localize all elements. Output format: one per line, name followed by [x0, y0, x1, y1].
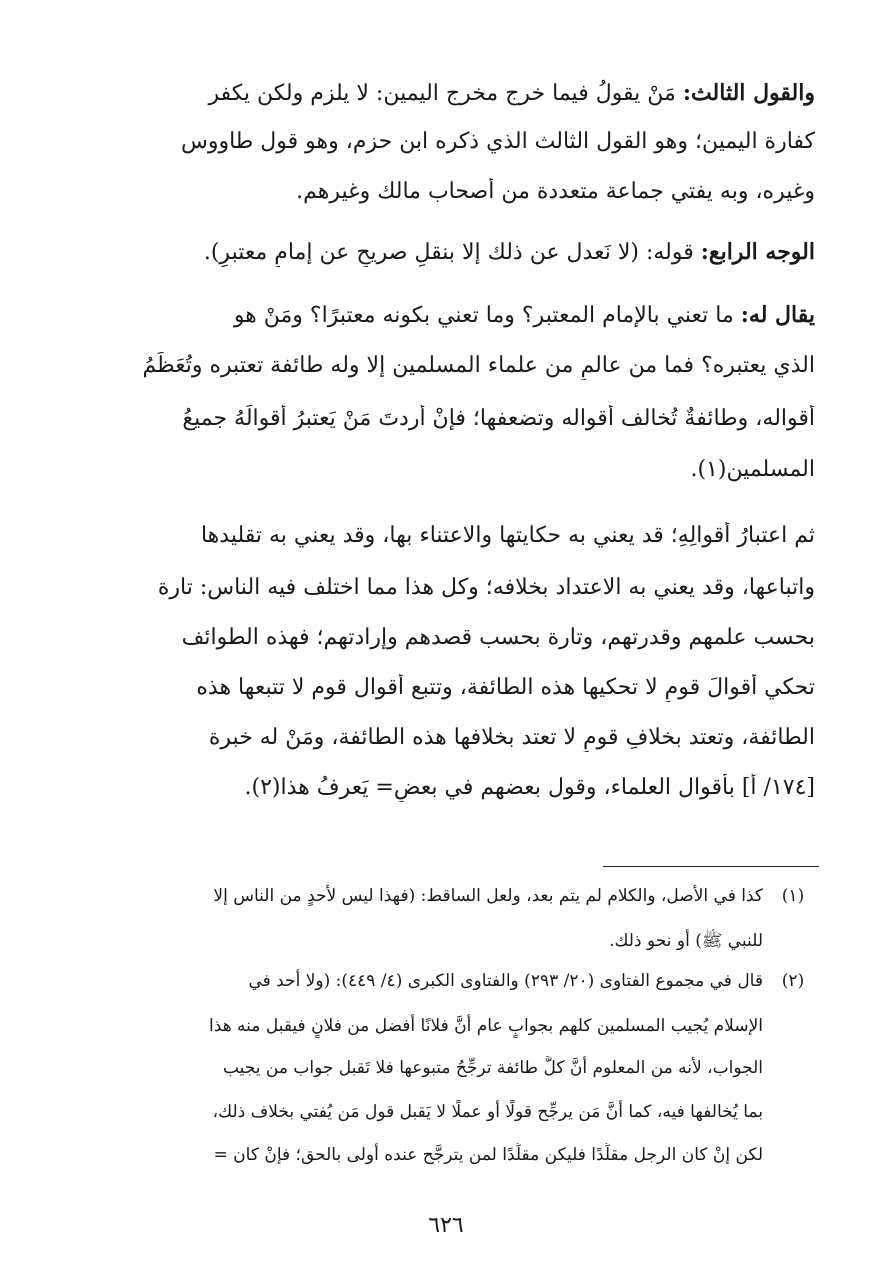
line-text: الطائفة، وتعتد بخلافِ قومٍ لا تعتد بخلافها هذه الطائفة، ومَنْ له خبرة	[208, 725, 815, 750]
line-text: واتباعها، وقد يعني به الاعتداد بخلافه؛ وكل هذا مما اختلف فيه الناس: تارة	[157, 575, 815, 600]
footnote-number: (١)	[781, 886, 805, 906]
text-line	[75, 674, 815, 702]
footnote-line: الجواب، لأنه من المعلوم أنَّ كلَّ طائفة ترجِّحُ متبوعها فلا تَقبل جواب من يجيب	[222, 1058, 763, 1078]
text-line	[75, 178, 815, 206]
page-number: ٦٢٦	[428, 1213, 464, 1238]
text-line	[75, 405, 815, 433]
line-text: [١٧٤/ أ] بأقوال العلماء، وقول بعضهم في بعضٍ= يَعرفُ هذا(٢).	[244, 775, 815, 800]
line-text: ثم اعتبارُ أقوالِهِ؛ قد يعني به حكايتها والاعتناء بها، وقد يعني به تقليدها	[200, 523, 815, 548]
section-heading: الوجه الرابع:	[700, 239, 815, 265]
line-text: بحسب علمهم وقدرتهم، وتارة بحسب قصدهم وإرادتهم؛ فهذه الطوائف	[181, 625, 815, 650]
line-text: أقواله، وطائفةٌ تُخالف أقواله وتضعفها؛ فإنْ أَردتَ مَنْ يَعتبرُ أقوالَهُ جميعُ	[182, 406, 815, 431]
line-text: كفارة اليمين؛ وهو القول الثالث الذي ذكره ابن حزم، وهو قول طاووس	[180, 129, 815, 154]
footnote-separator	[603, 866, 819, 867]
footnote-number: (٢)	[781, 971, 805, 991]
section-heading: يقال له:	[740, 302, 815, 328]
text-line	[75, 624, 815, 652]
text-line	[75, 238, 815, 267]
text-line	[75, 724, 815, 752]
footnote-line: قال في مجموع الفتاوى (٢٠/ ٢٩٣) والفتاوى الكبرى (٤/ ٤٤٩): (ولا أحد في	[248, 971, 763, 991]
text-line	[75, 301, 815, 330]
text-line	[75, 522, 815, 550]
footnote-line: الإسلام يُجيب المسلمين كلهم بجوابٍ عام أنَّ فلانًا أفضل من فلانٍ فيقبل منه هذا	[209, 1016, 763, 1036]
line-text: المسلمين(١).	[690, 457, 815, 482]
line-text: قوله: (لا نَعدل عن ذلك إلا بنقلٍ صريحٍ عن إمامٍ معتبرٍ).	[203, 240, 701, 265]
text-line	[75, 352, 815, 380]
line-text: تحكي أقوالَ قومٍ لا تحكيها هذه الطائفة، وتتبع أقوال قوم لا تتبعها هذه	[196, 675, 815, 700]
text-line	[75, 774, 815, 802]
line-text: مَنْ يقولُ فيما خرج مخرج اليمين: لا يلزم ولكن يكفر	[208, 81, 683, 106]
text-line	[75, 456, 815, 484]
line-text: الذي يعتبره؟ فما من عالمٍ من علماء المسلمين إلا وله طائفة تعتبره وتُعَظِّمُ	[142, 353, 815, 378]
footnote-line: للنبي ﷺ) أو نحو ذلك.	[609, 931, 763, 951]
line-text: ما تعني بالإمام المعتبر؟ وما تعني بكونه معتبرًا؟ ومَنْ هو	[233, 303, 741, 328]
text-line	[75, 79, 815, 108]
section-heading: والقول الثالث:	[682, 80, 815, 106]
text-line	[75, 574, 815, 602]
footnote-line: لكن إنْ كان الرجل مقلِّدًا فليكن مقلِّدًا لمن يترجَّح عنده أولى بالحق؛ فإنْ كان =	[213, 1145, 763, 1165]
footnote-line: بما يُخالفها فيه، كما أنَّ مَن يرجِّح قولًا أو عملًا لا يَقبل قول مَن يُفتي بخلاف ذلك،	[212, 1102, 763, 1122]
footnote-line: كذا في الأصل، والكلام لم يتم بعد، ولعل الساقط: (فهذا ليس لأحدٍ من الناس إلا	[213, 886, 763, 906]
line-text: وغيره، وبه يفتي جماعة متعددة من أصحاب مالك وغيرهم.	[296, 179, 815, 204]
text-line	[75, 128, 815, 156]
